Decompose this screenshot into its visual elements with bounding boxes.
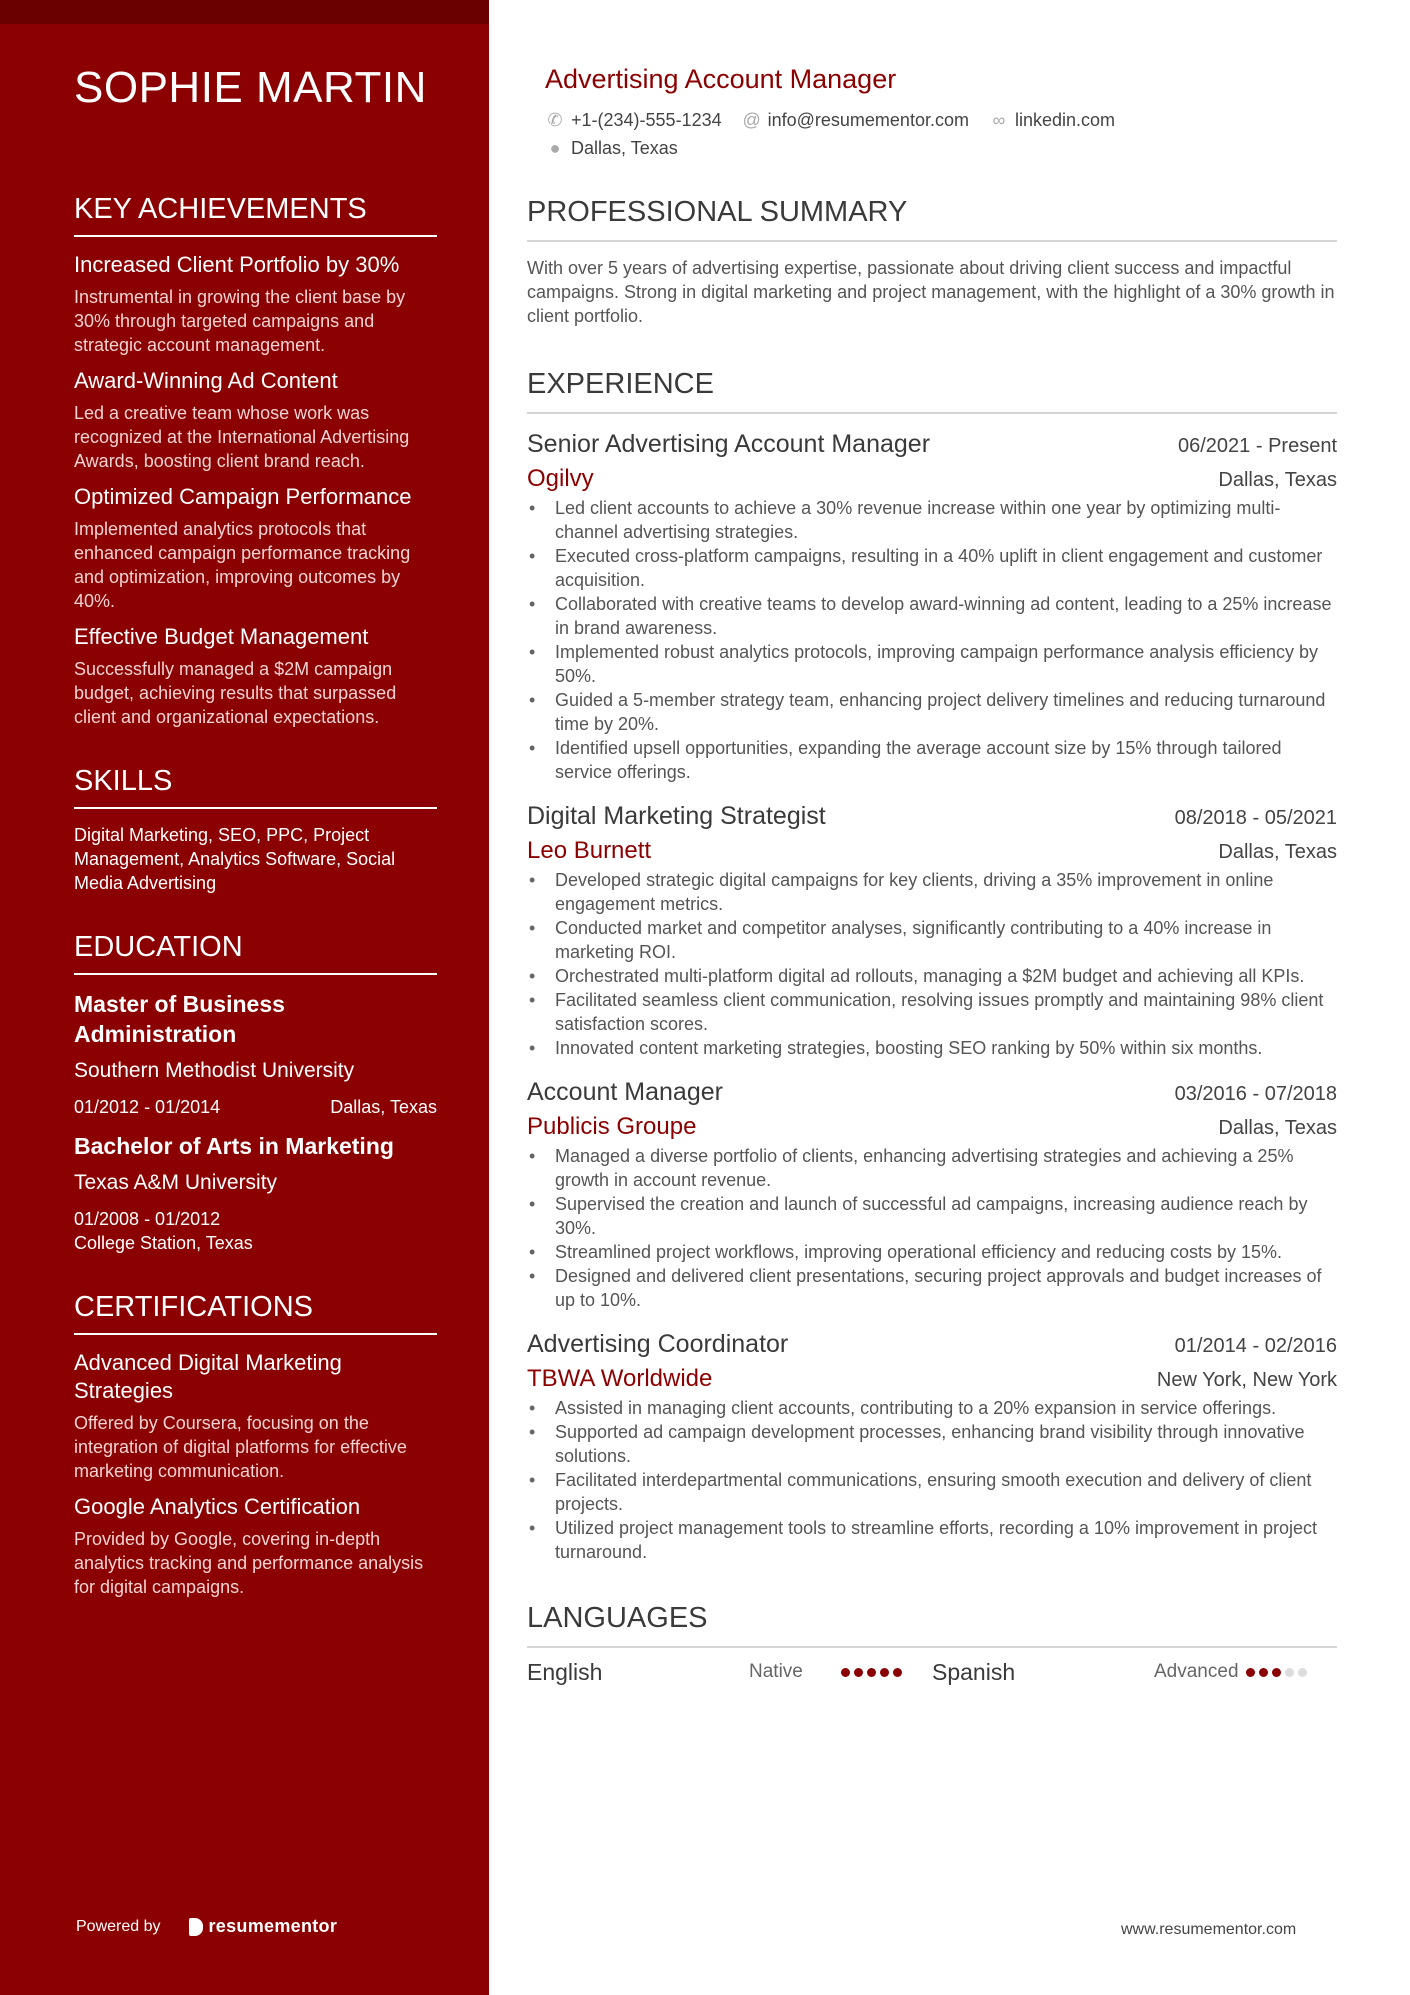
summary-text: With over 5 years of advertising expertise, passionate about driving client success and impactful campaigns. Strong in digital marketing and project management, with the highlight of a 30% growth in client portfolio. xyxy=(527,258,1335,326)
certification-item xyxy=(74,1493,437,1599)
bullet-item: • Conducted market and competitor analyses, significantly contributing to a 40% increase in marketing ROI. xyxy=(555,916,1337,964)
company-name: Publicis Groupe xyxy=(527,1113,697,1140)
contact-location xyxy=(545,134,678,162)
bullet-item: • Executed cross-platform campaigns, resulting in a 40% uplift in client engagement and customer acquisition. xyxy=(555,544,1337,592)
job-entry xyxy=(527,428,1337,784)
job-title: Digital Marketing Strategist xyxy=(527,802,826,830)
jobs-list xyxy=(527,428,1337,1564)
job-location: Dallas, Texas xyxy=(1218,841,1337,863)
achievement-title: Award-Winning Ad Content xyxy=(74,368,338,393)
achievements-list xyxy=(74,251,437,729)
language-item xyxy=(932,1659,1337,1686)
job-bullets xyxy=(527,1396,1337,1564)
headline: Advertising Account Manager xyxy=(545,64,897,94)
job-header xyxy=(527,1328,1337,1360)
education-meta xyxy=(74,1095,437,1119)
education-degree: Master of Business Administration xyxy=(74,991,285,1047)
contact-row xyxy=(545,106,1337,134)
certifications-list xyxy=(74,1349,437,1599)
job-header xyxy=(527,800,1337,832)
experience-heading: EXPERIENCE xyxy=(527,366,1337,414)
job-location: Dallas, Texas xyxy=(1218,469,1337,491)
achievements-heading: KEY ACHIEVEMENTS xyxy=(74,191,437,237)
languages-row xyxy=(527,1654,1337,1690)
education-heading: EDUCATION xyxy=(74,929,437,975)
education-school: Southern Methodist University xyxy=(74,1059,355,1082)
job-bullets xyxy=(527,496,1337,784)
bullet-item: • Supervised the creation and launch of successful ad campaigns, increasing audience reach by 30%. xyxy=(555,1192,1337,1240)
rating-dot xyxy=(841,1668,850,1677)
bullet-item: • Implemented robust analytics protocols, improving campaign performance analysis efficiency by 50%. xyxy=(555,640,1337,688)
candidate-name: SOPHIE MARTIN xyxy=(74,63,427,112)
job-dates: 06/2021 - Present xyxy=(1178,435,1337,457)
certification-title: Advanced Digital Marketing Strategies xyxy=(74,1350,342,1403)
education-location: College Station, Texas xyxy=(74,1233,253,1253)
rating-dot xyxy=(1246,1668,1255,1677)
achievement-title: Effective Budget Management xyxy=(74,624,369,649)
phone-icon: ✆ xyxy=(547,110,563,130)
education-dates: 01/2012 - 01/2014 xyxy=(74,1097,221,1117)
job-location: New York, New York xyxy=(1156,1369,1337,1391)
job-dates: 08/2018 - 05/2021 xyxy=(1174,807,1337,829)
language-name: Spanish xyxy=(932,1658,1016,1685)
education-degree: Bachelor of Arts in Marketing xyxy=(74,1133,394,1159)
education-location: Dallas, Texas xyxy=(330,1097,437,1117)
achievement-item xyxy=(74,623,437,729)
job-title: Account Manager xyxy=(527,1078,723,1106)
job-title: Senior Advertising Account Manager xyxy=(527,430,931,458)
bullet-item: • Facilitated seamless client communication, resolving issues promptly and maintaining 98% client satisfaction scores. xyxy=(555,988,1337,1036)
powered-by xyxy=(76,1916,337,1937)
achievement-item xyxy=(74,251,437,357)
job-dates: 01/2014 - 02/2016 xyxy=(1174,1335,1337,1357)
job-entry xyxy=(527,800,1337,1060)
language-rating xyxy=(1246,1668,1307,1677)
job-header xyxy=(527,428,1337,460)
rating-dot xyxy=(1298,1668,1307,1677)
bullet-item: • Identified upsell opportunities, expanding the average account size by 15% through tailored service offerings. xyxy=(555,736,1337,784)
brand-mark-icon xyxy=(189,1918,203,1936)
job-bullets xyxy=(527,1144,1337,1312)
sidebar-top-bar xyxy=(0,0,489,24)
bullet-item: • Collaborated with creative teams to develop award-winning ad content, leading to a 25% increase in brand awareness. xyxy=(555,592,1337,640)
achievement-item xyxy=(74,483,437,613)
certifications-section xyxy=(74,1289,437,1599)
achievement-title: Increased Client Portfolio by 30% xyxy=(74,252,400,277)
contact-email[interactable] xyxy=(742,106,969,134)
brand-logo[interactable] xyxy=(189,1916,338,1937)
phone-text: +1-(234)-555-1234 xyxy=(571,110,722,130)
certification-desc: Provided by Google, covering in-depth analytics tracking and performance analysis for digital campaigns. xyxy=(74,1529,424,1597)
language-rating xyxy=(841,1668,902,1677)
bullet-item: • Designed and delivered client presentations, securing project approvals and budget increases of up to 10%. xyxy=(555,1264,1337,1312)
certification-desc: Offered by Coursera, focusing on the integration of digital platforms for effective marketing communication. xyxy=(74,1413,407,1481)
language-item xyxy=(527,1659,932,1686)
company-name: TBWA Worldwide xyxy=(527,1365,713,1392)
job-title: Advertising Coordinator xyxy=(527,1330,789,1358)
job-header xyxy=(527,1076,1337,1108)
bullet-item: • Assisted in managing client accounts, contributing to a 20% expansion in service offerings. xyxy=(555,1396,1337,1420)
skills-text: Digital Marketing, SEO, PPC, Project Management, Analytics Software, Social Media Advertising xyxy=(74,825,396,893)
rating-dot xyxy=(854,1668,863,1677)
education-item xyxy=(74,1131,437,1255)
education-section xyxy=(74,929,437,1255)
rating-dot xyxy=(1285,1668,1294,1677)
languages-heading: LANGUAGES xyxy=(527,1600,1337,1648)
bullet-item: • Utilized project management tools to streamline efforts, recording a 10% improvement in project turnaround. xyxy=(555,1516,1337,1564)
link-icon: ∞ xyxy=(992,110,1006,130)
job-entry xyxy=(527,1076,1337,1312)
job-bullets xyxy=(527,868,1337,1060)
rating-dot xyxy=(867,1668,876,1677)
achievement-item xyxy=(74,367,437,473)
achievement-desc: Led a creative team whose work was recognized at the International Advertising Awards, boosting client brand reach. xyxy=(74,403,410,471)
language-name: English xyxy=(527,1658,603,1685)
experience-section xyxy=(527,366,1337,1564)
summary-section xyxy=(527,194,1337,328)
education-dates: 01/2008 - 01/2012 xyxy=(74,1209,221,1229)
achievement-desc: Implemented analytics protocols that enhanced campaign performance tracking and optimization, improving outcomes by 40%. xyxy=(74,519,411,611)
languages-section xyxy=(527,1600,1337,1690)
contact-linkedin[interactable] xyxy=(989,106,1115,134)
certification-title: Google Analytics Certification xyxy=(74,1494,361,1519)
achievement-title: Optimized Campaign Performance xyxy=(74,484,412,509)
language-level: Advanced xyxy=(1154,1661,1239,1682)
bullet-item: • Led client accounts to achieve a 30% revenue increase within one year by optimizing multi-channel advertising strategies. xyxy=(555,496,1337,544)
summary-heading: PROFESSIONAL SUMMARY xyxy=(527,194,1337,242)
rating-dot xyxy=(1259,1668,1268,1677)
location-pin-icon: ● xyxy=(549,138,561,158)
company-name: Ogilvy xyxy=(527,465,594,492)
brand-name: resumementor xyxy=(208,1916,338,1936)
job-dates: 03/2016 - 07/2018 xyxy=(1174,1083,1337,1105)
contact-info xyxy=(545,106,1337,162)
bullet-item: • Streamlined project workflows, improving operational efficiency and reducing costs by 15%. xyxy=(555,1240,1337,1264)
company-name: Leo Burnett xyxy=(527,837,652,864)
achievement-desc: Instrumental in growing the client base by 30% through targeted campaigns and strategic account management. xyxy=(74,287,406,355)
certifications-heading: CERTIFICATIONS xyxy=(74,1289,437,1335)
contact-row xyxy=(545,134,1337,162)
job-subheader xyxy=(527,836,1337,866)
bullet-item: • Orchestrated multi-platform digital ad rollouts, managing a $2M budget and achieving all KPIs. xyxy=(555,964,1337,988)
location-text: Dallas, Texas xyxy=(571,138,678,158)
rating-dot xyxy=(1272,1668,1281,1677)
rating-dot xyxy=(893,1668,902,1677)
contact-phone[interactable] xyxy=(545,106,722,134)
achievement-desc: Successfully managed a $2M campaign budget, achieving results that surpassed client and organizational expectations. xyxy=(74,659,397,727)
certification-item xyxy=(74,1349,437,1483)
job-subheader xyxy=(527,1364,1337,1394)
linkedin-text: linkedin.com xyxy=(1014,110,1116,130)
sidebar-content xyxy=(74,60,437,1633)
at-icon: @ xyxy=(742,110,761,130)
bullet-item: • Guided a 5-member strategy team, enhancing project delivery timelines and reducing turnaround time by 20%. xyxy=(555,688,1337,736)
job-subheader xyxy=(527,1112,1337,1142)
powered-by-label: Powered by xyxy=(76,1917,161,1935)
education-item xyxy=(74,989,437,1119)
sidebar xyxy=(0,0,489,1995)
skills-section xyxy=(74,763,437,895)
achievements-section xyxy=(74,191,437,729)
job-subheader xyxy=(527,464,1337,494)
rating-dot xyxy=(880,1668,889,1677)
bullet-item: • Managed a diverse portfolio of clients, enhancing advertising strategies and achieving a 25% growth in account revenue. xyxy=(555,1144,1337,1192)
skills-heading: SKILLS xyxy=(74,763,437,809)
language-level: Native xyxy=(749,1661,803,1682)
bullet-item: • Innovated content marketing strategies, boosting SEO ranking by 50% within six months. xyxy=(555,1036,1337,1060)
bullet-item: • Facilitated interdepartmental communications, ensuring smooth execution and delivery of client projects. xyxy=(555,1468,1337,1516)
footer-website[interactable]: www.resumementor.com xyxy=(1121,1921,1297,1938)
job-location: Dallas, Texas xyxy=(1218,1117,1337,1139)
bullet-item: • Supported ad campaign development processes, enhancing brand visibility through innovative solutions. xyxy=(555,1420,1337,1468)
main-content xyxy=(527,60,1337,1690)
education-school: Texas A&M University xyxy=(74,1171,278,1194)
email-text: info@resumementor.com xyxy=(767,110,969,130)
job-entry xyxy=(527,1328,1337,1564)
bullet-item: • Developed strategic digital campaigns for key clients, driving a 35% improvement in online engagement metrics. xyxy=(555,868,1337,916)
